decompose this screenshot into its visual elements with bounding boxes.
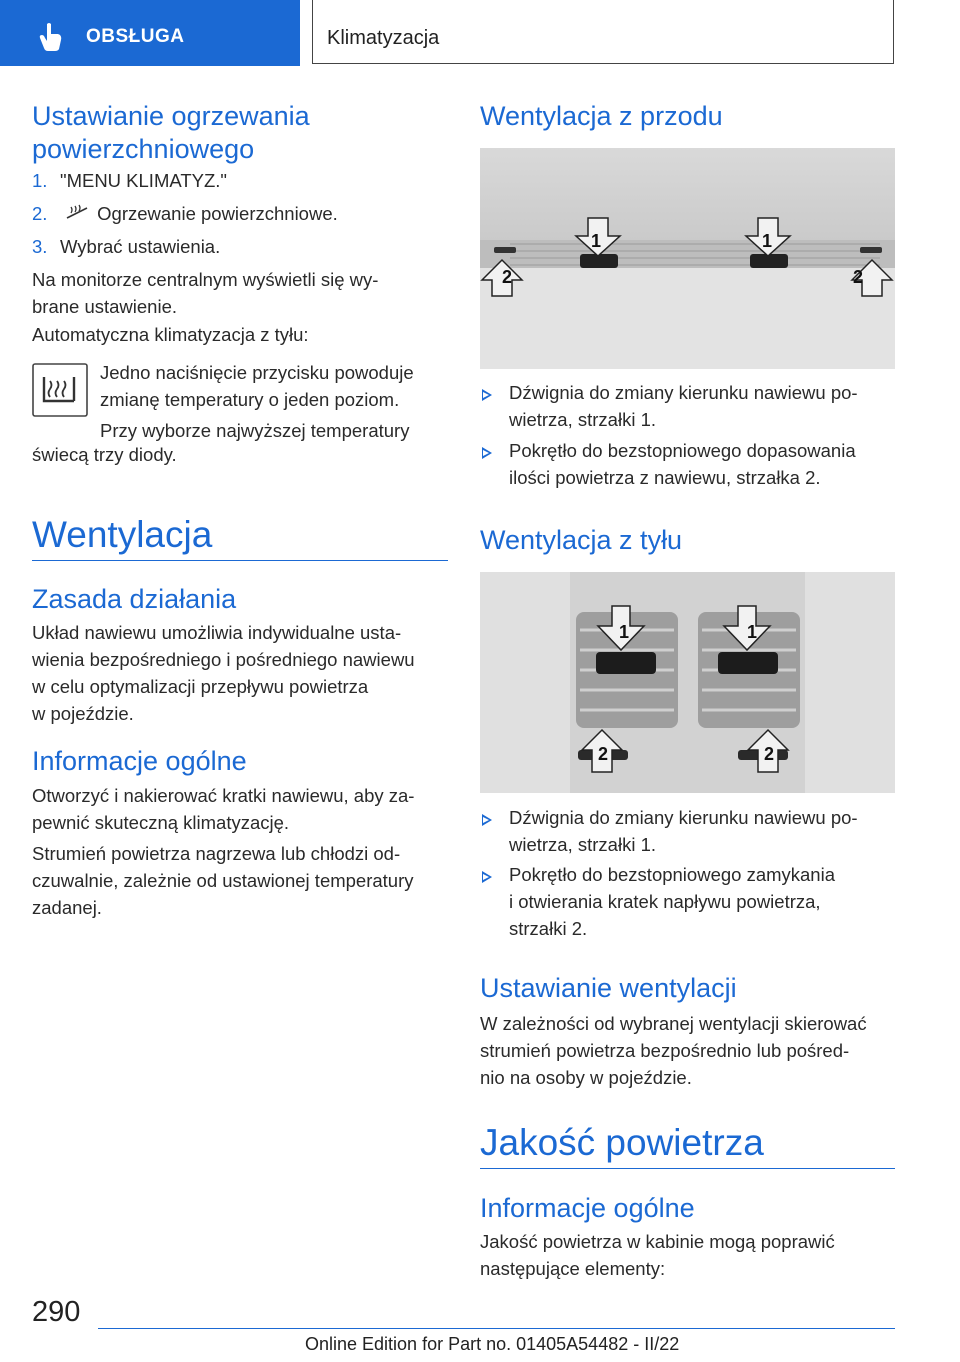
- bullet-triangle-icon: [482, 814, 492, 826]
- front-arrow-label-1b: 1: [761, 231, 773, 251]
- seat-heating-description: Jedno naciśnięcie przycisku powoduje zmianę temperatury o jeden poziom.: [100, 362, 414, 410]
- rear-ac-paragraph: Automatyczna klimatyzacja z tyłu:: [32, 324, 309, 345]
- ventilation-title-rule: [32, 560, 448, 561]
- air-quality-paragraph: Jakość powietrza w kabinie mogą poprawić następujące elementy:: [480, 1231, 835, 1279]
- front-arrow-label-2b: 2: [852, 267, 864, 287]
- monitor-paragraph: Na monitorze centralnym wyświetli się wy- brane ustawienie.: [32, 269, 379, 317]
- front-vent-photo: [480, 148, 895, 369]
- footer-rule: [98, 1328, 895, 1329]
- highest-temp-line1: Przy wyborze najwyższej temperatury: [100, 420, 410, 441]
- edition-note: Online Edition for Part no. 01405A54482 - II/22: [305, 1334, 680, 1354]
- adjust-ventilation-title: Ustawianie wentylacji: [480, 973, 737, 1003]
- front-bullet-1: Dźwignia do zmiany kierunku nawiewu po- wietrza, strzałki 1.: [509, 382, 858, 430]
- front-arrow-label-2a: 2: [501, 267, 513, 287]
- ventilation-title: Wentylacja: [32, 514, 213, 555]
- surface-heating-section: [32, 100, 452, 166]
- principle-paragraph: Układ nawiewu umożliwia indywidualne usta- wienia bezpośredniego i pośredniego nawiewu w celu optymalizacji przepływu powietrza w pojeździe.: [32, 622, 415, 724]
- air-quality-title-rule: [480, 1168, 895, 1169]
- adjust-ventilation-paragraph: W zależności od wybranej wentylacji skierować strumień powietrza bezpośrednio lub pośred- nio na osoby w pojeździe.: [480, 1013, 867, 1088]
- rear-arrow-label-1a: 1: [618, 622, 630, 642]
- bullet-triangle-icon: [482, 871, 492, 883]
- section-label: OBSŁUGA: [86, 26, 185, 47]
- rear-arrow-label-2a: 2: [597, 744, 609, 764]
- bullet-triangle-icon: [482, 447, 492, 459]
- rear-vent-photo: [480, 572, 895, 793]
- chapter-title: Klimatyzacja: [327, 27, 440, 49]
- rear-bullet-2: Pokrętło do bezstopniowego zamykania i otwierania kratek napływu powietrza, strzałki 2.: [509, 864, 835, 939]
- chapter-header: [312, 0, 894, 64]
- general-info-paragraph-1: Otworzyć i nakierować kratki nawiewu, aby za- pewnić skuteczną klimatyzację.: [32, 785, 415, 833]
- bullet-triangle-icon: [482, 389, 492, 401]
- step-1: 1. "MENU KLIMATYZ.": [32, 170, 227, 191]
- rear-arrow-label-2b: 2: [763, 744, 775, 764]
- seat-heating-button-icon: [32, 363, 88, 417]
- step-3: 3. Wybrać ustawienia.: [32, 236, 221, 257]
- air-quality-title: Jakość powietrza: [480, 1122, 764, 1163]
- surface-heating-steps: [32, 167, 452, 260]
- rear-ventilation-title: Wentylacja z tyłu: [480, 525, 683, 555]
- step-2: 2. Ogrzewanie powierzchniowe.: [32, 203, 338, 224]
- surface-heating-icon: [65, 204, 91, 222]
- surface-heating-title: Ustawianie ogrzewania powierzchniowego: [32, 101, 310, 164]
- front-ventilation-title: Wentylacja z przodu: [480, 101, 723, 131]
- section-tab: [0, 0, 300, 66]
- front-bullet-2: Pokrętło do bezstopniowego dopasowania ilości powietrza z nawiewu, strzałka 2.: [509, 440, 856, 488]
- highest-temp-line2: świecą trzy diody.: [32, 444, 177, 465]
- front-arrow-label-1a: 1: [590, 231, 602, 251]
- principle-title: Zasada działania: [32, 584, 237, 614]
- air-quality-general-title: Informacje ogólne: [480, 1193, 695, 1223]
- rear-arrow-label-1b: 1: [746, 622, 758, 642]
- general-info-paragraph-2: Strumień powietrza nagrzewa lub chłodzi od- czuwalnie, zależnie od ustawionej temperatury zadanej.: [32, 843, 414, 918]
- page-number: 290: [32, 1296, 81, 1328]
- hand-pointer-icon: [38, 22, 64, 52]
- rear-bullet-1: Dźwignia do zmiany kierunku nawiewu po- wietrza, strzałki 1.: [509, 807, 858, 855]
- general-info-title: Informacje ogólne: [32, 746, 247, 776]
